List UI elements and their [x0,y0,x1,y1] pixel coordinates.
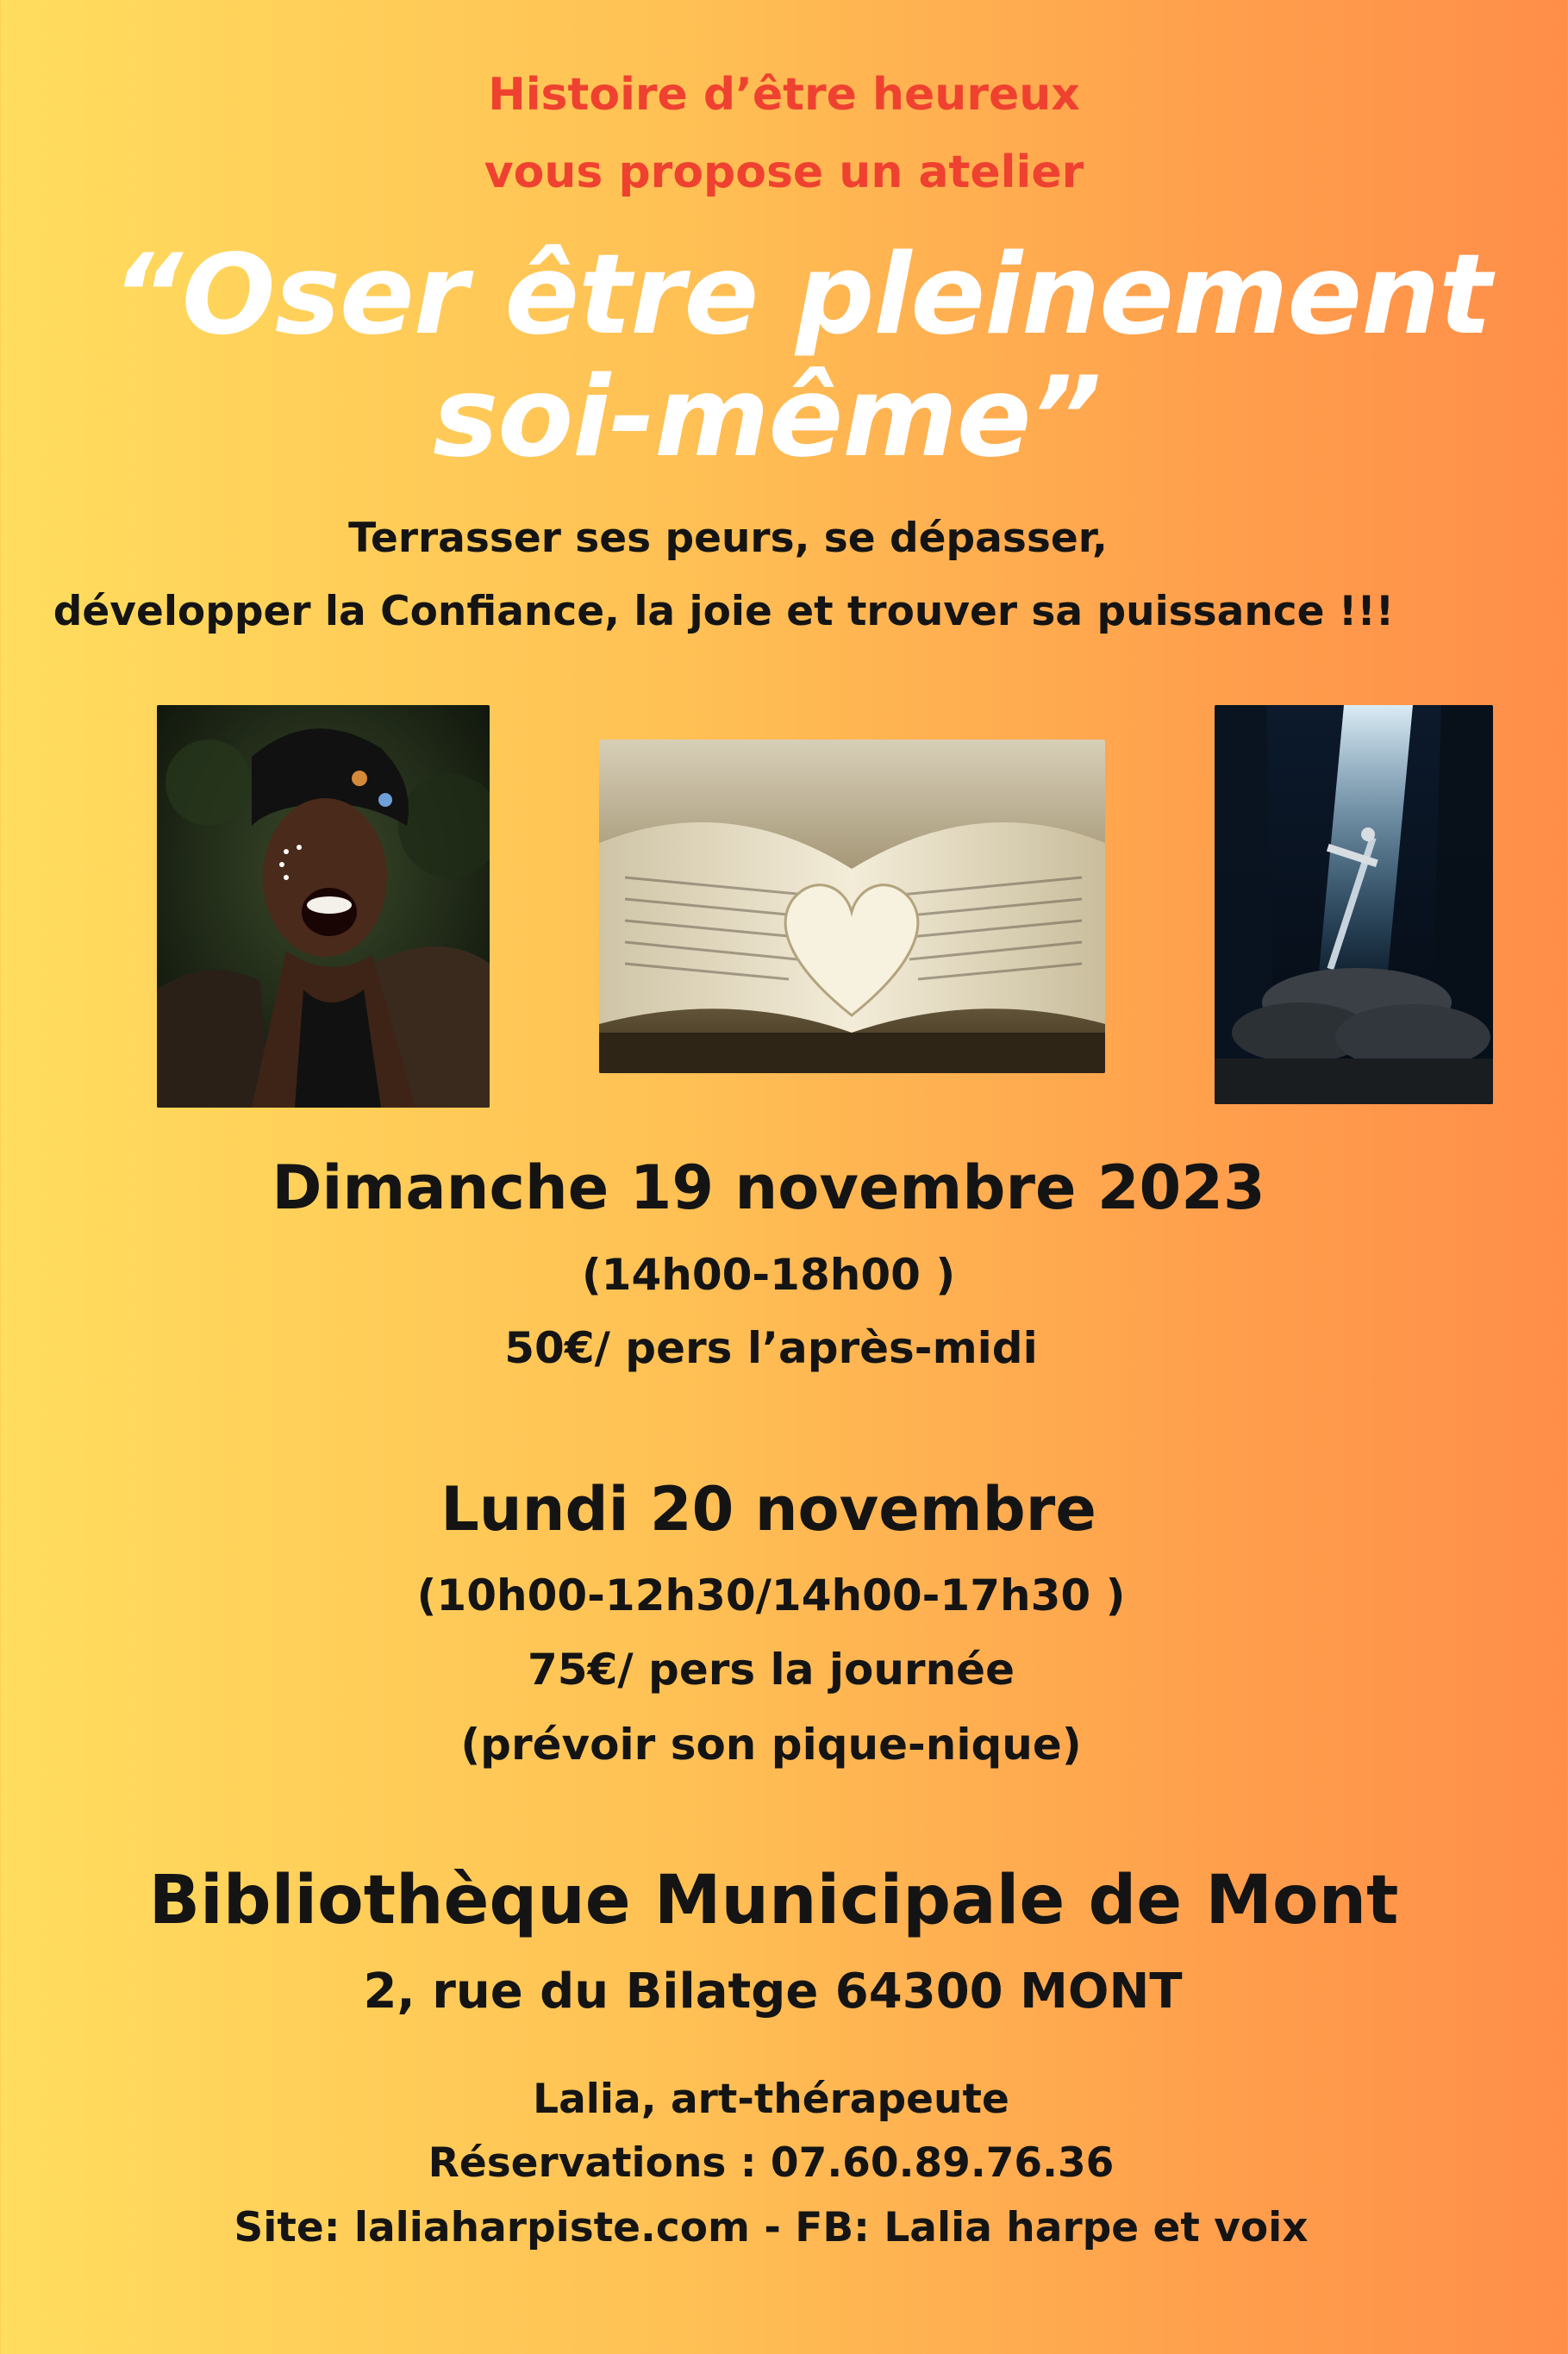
intro-line-2: vous propose un atelier [484,147,1084,198]
session-2-hours: (10h00-12h30/14h00-17h30 ) [416,1570,1126,1620]
subtitle-line-2: développer la Confiance, la joie et trouver sa puissance !!! [53,588,1395,635]
session-1-price: 50€/ pers l’après-midi [504,1323,1038,1373]
host-name: Lalia, art-thérapeute [533,2076,1009,2123]
session-2-note: (prévoir son pique-nique) [460,1720,1082,1770]
venue-address: 2, rue du Bilatge 64300 MONT [363,1964,1183,2020]
subtitle-line-1: Terrasser ses peurs, se dépasser, [348,515,1108,562]
sword-in-stone-photo [1215,705,1493,1104]
session-1-day: Dimanche 19 novembre 2023 [272,1152,1265,1223]
workshop-title-line-2: soi-même” [433,353,1101,482]
book-heart-photo [599,740,1105,1073]
session-2-price: 75€/ pers la journée [527,1645,1015,1695]
intro-line-1: Histoire d’être heureux [488,69,1080,121]
smiling-woman-photo [157,705,490,1108]
reservations-phone: Réservations : 07.60.89.76.36 [428,2139,1115,2187]
session-2-day: Lundi 20 novembre [440,1474,1096,1545]
venue-name: Bibliothèque Municipale de Mont [148,1862,1399,1939]
website-facebook: Site: laliaharpiste.com - FB: Lalia harpe et voix [234,2204,1309,2251]
workshop-title-line-1: “Oser être pleinement [111,231,1491,359]
session-1-hours: (14h00-18h00 ) [581,1250,956,1300]
